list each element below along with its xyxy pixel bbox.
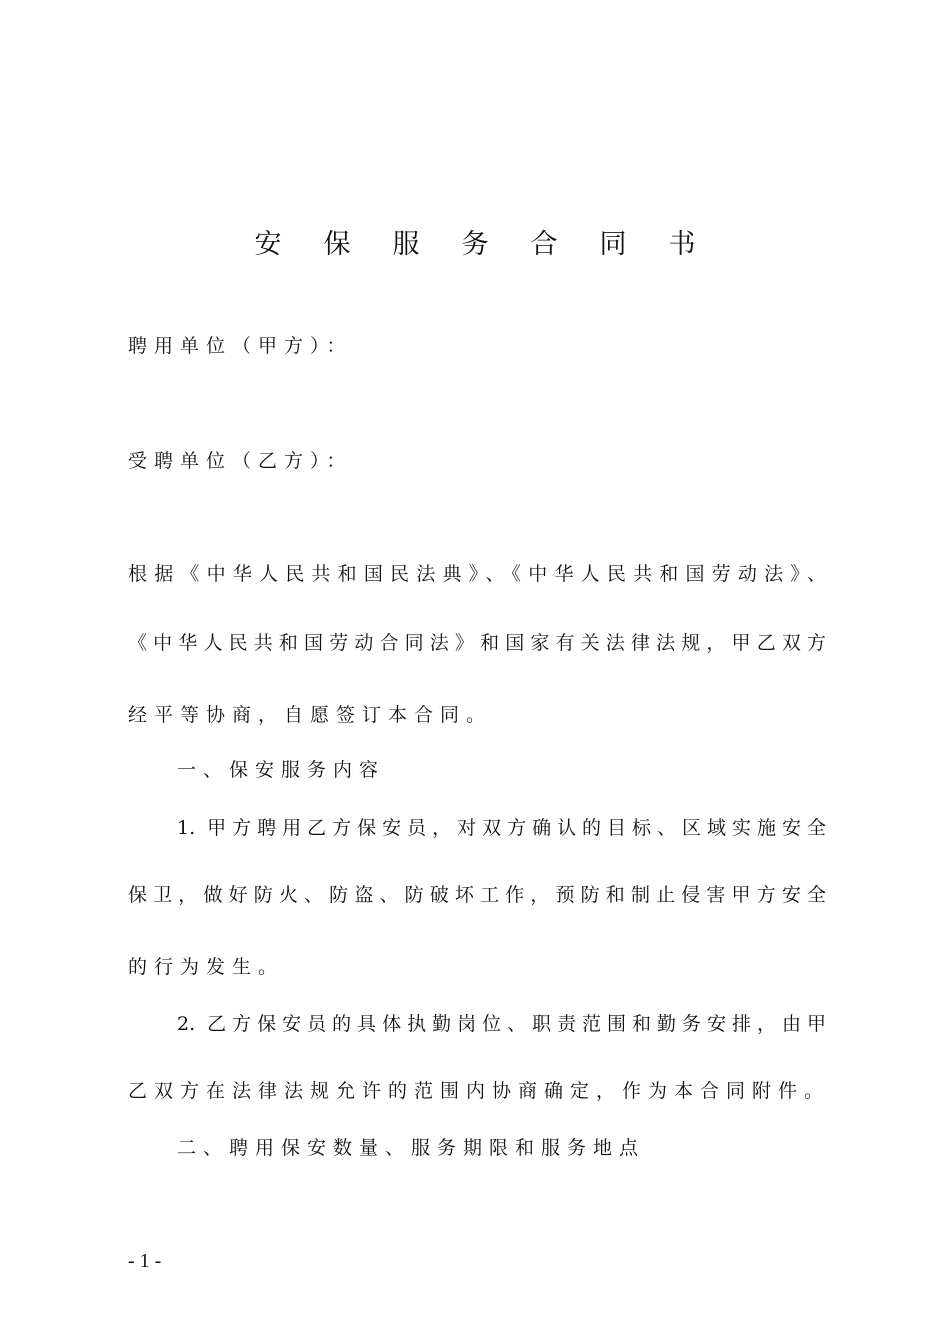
section-1-heading: 一、保安服务内容 [177,759,386,781]
clause-1-line-3: 的行为发生。 [128,956,285,978]
section-2-heading: 二、聘用保安数量、服务期限和服务地点 [177,1137,646,1159]
clause-1-line-2: 保卫，做好防火、防盗、防破坏工作，预防和制止侵害甲方安全 [128,884,826,906]
clause-2-line-1: 2. 乙方保安员的具体执勤岗位、职责范围和勤务安排，由甲 [177,1013,826,1035]
page-number: - 1 - [128,1250,162,1272]
document-title: 安保服务合同书 [254,229,738,260]
preamble-line-1: 根据《中华人民共和国民法典》、《中华人民共和国劳动法》、 [128,563,826,585]
preamble-line-2: 《中华人民共和国劳动合同法》和国家有关法律法规，甲乙双方 [128,632,826,654]
party-b-label: 受聘单位（乙方）： [128,450,353,472]
clause-1-line-1: 1. 甲方聘用乙方保安员，对双方确认的目标、区域实施安全 [177,817,826,839]
preamble-line-3: 经平等协商，自愿签订本合同。 [128,704,493,726]
party-a-label: 聘用单位（甲方）： [128,335,353,357]
clause-2-line-2: 乙双方在法律法规允许的范围内协商确定，作为本合同附件。 [128,1080,831,1102]
